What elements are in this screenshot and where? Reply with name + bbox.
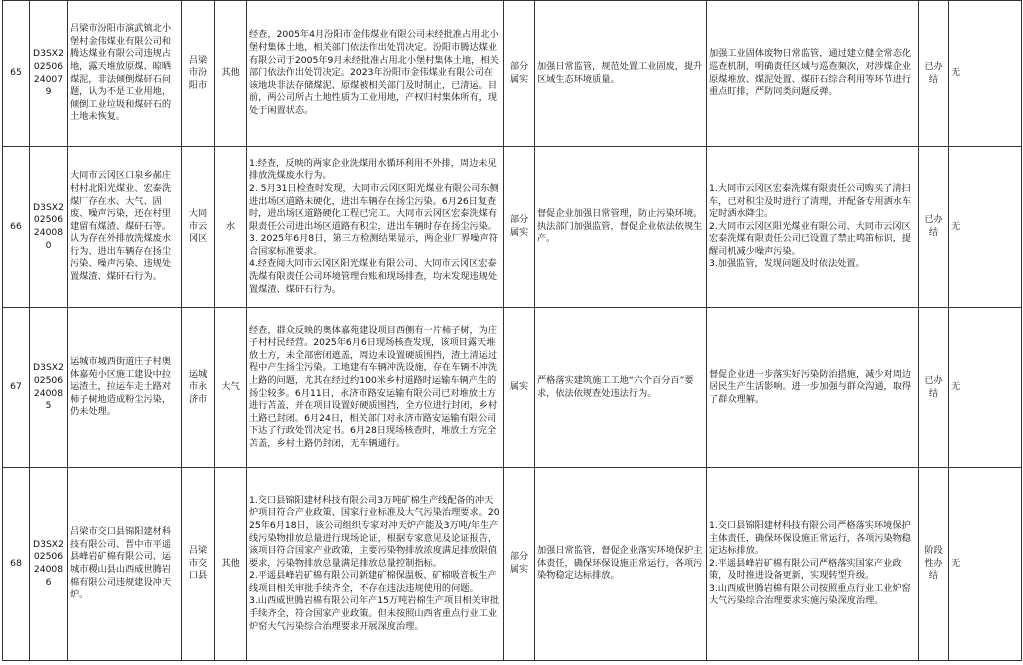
case-status: 已办 结 [919,1,949,147]
administrative-area: 吕梁 市汾 阳市 [182,1,215,147]
handling-measures: 加强日常监管，规范处置工业固废，提升区域生态环境质量。 [535,1,707,147]
case-number: 66 [3,147,30,308]
rectification-status: 督促企业进一步落实好污染防治措施，减少对周边居民生产生活影响。进一步加强与群众沟通，取得了群众理解。 [707,308,919,468]
pollution-type: 其他 [215,1,247,147]
case-code: D3SX2 02506 24008 5 [30,308,68,468]
pollution-type: 大气 [215,308,247,468]
case-number: 68 [3,468,30,661]
case-status: 已办 结 [919,308,949,468]
case-status: 已办 结 [919,147,949,308]
pollution-type: 其他 [215,468,247,661]
accountability: 无 [949,308,1022,468]
administrative-area: 大同 市云 冈区 [182,147,215,308]
table-row [3,1,1022,147]
verification-result: 部分 属实 [504,147,535,308]
handling-measures: 督促企业加强日常管理，防止污染环境。执法部门加强监管，督促企业依法依规生产。 [535,147,707,308]
investigation-findings: 经查，群众反映的奥体嘉苑建设项目西侧有一片柿子树，为庄子村村民经营。2025年6月6日现场核查发现，该项目露天堆放土方，未全部密闭遮盖，周边未设置硬质围挡，渣土清运过程中产生扬尘污染。工地建有车辆冲洗设施，存在车辆不冲洗上路的问题，尤其在经过约100米乡村道路时运输车辆产生的扬尘较多。6月11日，永济市路安运输有限公司已对堆放土方进行苫盖，并在项目设置好硬质围挡，全方位进行封闭，乡村土路已封闭。6月24日，相关部门对永济市路安运输有限公司下达了行政处罚决定书。6月28日现场核查时，堆放土方完全苫盖，乡村土路仍封闭，无车辆通行。 [247,308,504,468]
accountability: 无 [949,147,1022,308]
pollution-type: 水 [215,147,247,308]
complaint-content: 大同市云冈区口泉乡郝庄村村北阳光煤业、宏泰洗煤厂存在水、大气、固废、噪声污染，还在村里建留有煤渣、煤矸石等。认为存在外排放洗煤废水行为、进出车辆存在扬尘污染、噪声污染、违规处置煤渣、煤矸石行为。 [68,147,182,308]
case-code: D3SX2 02506 24008 6 [30,468,68,661]
verification-result: 部分 属实 [504,1,535,147]
administrative-area: 吕梁 市交 口县 [182,468,215,661]
table-row [3,468,1022,661]
handling-measures: 加强日常监管，督促企业落实环境保护主体责任，确保环保设施正常运行，各项污染物稳定达标排放。 [535,468,707,661]
table-row [3,147,1022,308]
case-status: 阶段 性办 结 [919,468,949,661]
complaint-content: 运城市城西街道庄子村奥体嘉苑小区施工建设中拉运渣土，拉运车走土路对柿子树地造成粉尘污染，仍未处理。 [68,308,182,468]
verification-result: 属实 [504,308,535,468]
verification-result: 部分 属实 [504,468,535,661]
administrative-area: 运城 市永 济市 [182,308,215,468]
investigation-findings: 1.经查，反映的两家企业洗煤用水循环利用不外排，周边未见排放洗煤废水行为。 2. 5月31日检查时发现，大同市云冈区阳光煤业有限公司东侧进出场区道路未硬化，进出车辆存在扬尘污染。6月26日复查时，进出场区道路硬化工程已完工。大同市云冈区宏泰洗煤有限责任公司进出场区道路有积尘，进出车辆时存在扬尘污染。 3. 2025年6月8日，第三方检测结果显示，两企业厂界噪声符合国家标准要求。 4.经查阅大同市云冈区阳光煤业有限公司、大同市云冈区宏泰洗煤有限责任公司环境管理台账和现场排查，均未发现违规处置煤渣、煤矸石行为。 [247,147,504,308]
case-number: 67 [3,308,30,468]
investigation-findings: 经查，2005年4月汾阳市金伟煤业有限公司未经批准占用北小堡村集体土地，相关部门依法作出处罚决定。汾阳市腾达煤业有限公司于2005年9月未经批准占用北小堡村集体土地，相关部门依法作出处罚决定。2023年汾阳市金伟煤业有限公司在该地块非法存储煤泥、原煤被相关部门及时制止，已清运。目前，两公司所占土地性质为工业用地，产权归村集体所有，现处于闲置状态。 [247,1,504,147]
case-table [2,0,1022,661]
rectification-status: 1.交口县锦阳建材科技有限公司严格落实环境保护主体责任，确保环保设施正常运行，各项污染物稳定达标排放。 2.平遥县峰岩矿棉有限公司严格落实国家产业政策，及时推进设备更新，实现转型升级。 3.山西威世腾岩棉有限公司按照重点行业工业炉窑大气污染综合治理要求实施污染深度治理。 [707,468,919,661]
investigation-findings: 1.交口县锦阳建材科技有限公司3万吨矿棉生产线配备的冲天炉项目符合产业政策、国家行业标准及大气污染治理要求。2025年6月18日，该公司组织专家对冲天炉产能及3万吨/年生产线污染物排放总量进行现场论证，根据专家意见及论证报告，该项目符合国家产业政策，主要污染物排放浓度满足排放限值要求，污染物排放总量满足排放总量控制指标。 2.平遥县峰岩矿棉有限公司新建矿棉保温板、矿棉吸音板生产线项目相关审批手续齐全，不存在违法违规使用的问题。 3.山西威世腾岩棉有限公司年产15万吨岩棉生产项目相关审批手续齐全，符合国家产业政策。但未按照山西省重点行业工业炉窑大气污染综合治理要求开展深度治理。 [247,468,504,661]
rectification-status: 加强工业固体废物日常监管，通过建立健全常态化巡查机制，明确责任区域与巡查频次，对涉煤企业原煤堆放、煤泥处置、煤矸石综合利用等环节进行重点盯排，严防同类问题反弹。 [707,1,919,147]
complaint-content: 吕梁市交口县锦阳建材科技有限公司、晋中市平遥县峰岩矿棉有限公司、运城市稷山县山西威世腾岩棉有限公司违规建设冲天炉。 [68,468,182,661]
accountability: 无 [949,1,1022,147]
table-row [3,308,1022,468]
rectification-status: 1.大同市云冈区宏泰洗煤有限责任公司购买了清扫车，已对积尘及时进行了清理，并配备专用洒水车定时洒水降尘。 2.大同市云冈区阳光煤业有限公司、大同市云冈区宏泰洗煤有限责任公司已设置了禁止鸣笛标识，提醒司机减少噪声污染。 3.加强监管，发现问题及时依法处置。 [707,147,919,308]
case-number: 65 [3,1,30,147]
case-code: D3SX2 02506 24008 0 [30,147,68,308]
accountability: 无 [949,468,1022,661]
complaint-content: 吕梁市汾阳市演武镇北小堡村金伟煤业有限公司和腾达煤业有限公司违规占地，露天堆放原煤、晾晒煤泥，非法倾倒煤矸石问题，认为不是工业用地，倾倒工业垃圾和煤矸石的土地未恢复。 [68,1,182,147]
case-code: D3SX2 02506 24007 9 [30,1,68,147]
handling-measures: 严格落实建筑施工工地“六个百分百”要求，依法依规查处违法行为。 [535,308,707,468]
